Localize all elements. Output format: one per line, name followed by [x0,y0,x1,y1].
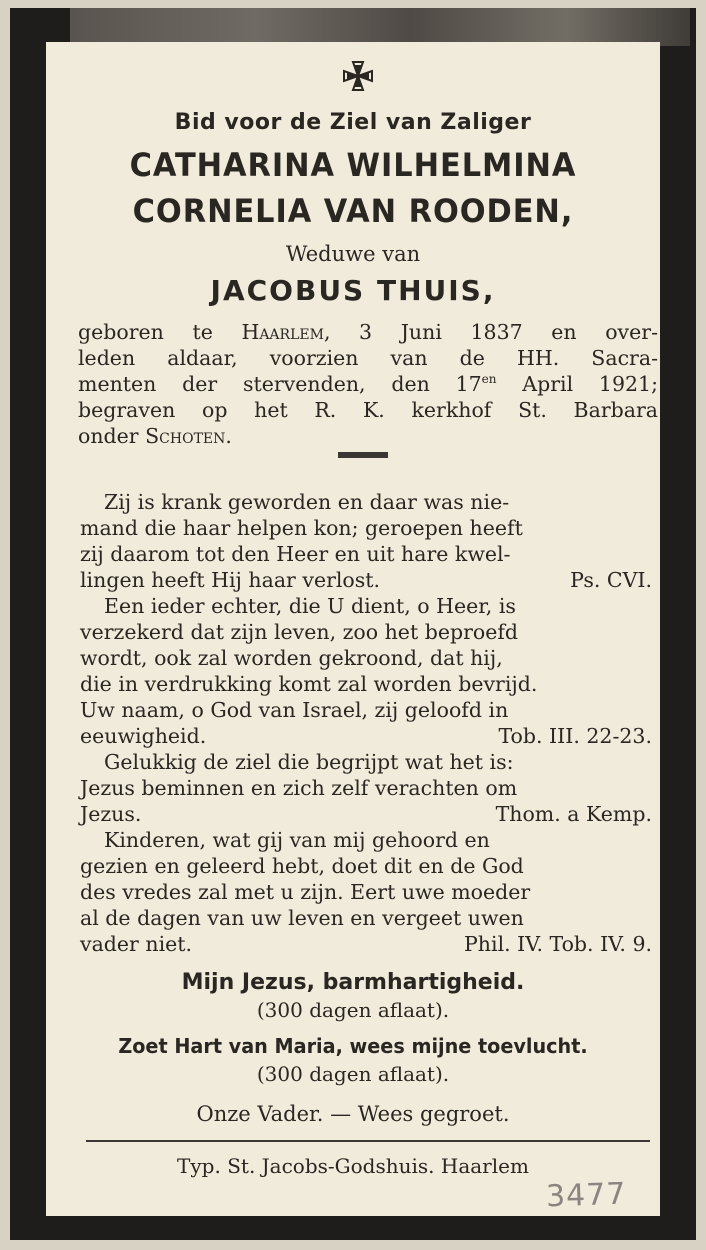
verse-line [80,854,652,878]
verse-reference: Tob. III. 22-23. [498,724,652,748]
verse-line [80,750,676,774]
verse-line [80,542,652,566]
husband-name: JACOBUS THUIS, [210,274,496,307]
bid-voor-heading: Bid voor de Ziel van Zaliger [174,110,532,135]
verse-text: Gelukkig de ziel die begrijpt wat het is: [104,750,514,774]
verse-line [80,776,652,800]
verse-line [80,698,652,722]
verse-text: eeuwigheid. [80,724,207,748]
memorial-card [10,8,696,1240]
bio-line-5: onder Schoten. [78,424,232,448]
deceased-name-line-2: CORNELIA VAN ROODEN, [132,192,574,230]
footer-rule [86,1140,650,1142]
verse-line [80,490,676,514]
verse-text: Jezus beminnen en zich zelf verachten om [80,776,518,800]
card-paper [46,42,660,1216]
verse-line [80,802,652,826]
birthplace: Haarlem [241,320,324,344]
cross-icon [342,60,374,92]
verse-line [80,620,652,644]
verse-line [80,594,676,618]
indulgence-note-2: (300 dagen aflaat). [256,1062,450,1086]
verse-line [80,724,652,748]
verse-line [80,880,652,904]
verse-text: gezien en geleerd hebt, doet dit en de God [80,854,524,878]
verse-reference: Thom. a Kemp. [495,802,652,826]
verse-text: lingen heeft Hij haar verlost. [80,568,381,592]
onze-vader-line: Onze Vader. — Wees gegroet. [196,1102,510,1126]
verse-text: al de dagen van uw leven en vergeet uwen [80,906,524,930]
verse-text: des vredes zal met u zijn. Eert uwe moeder [80,880,531,904]
verse-text: vader niet. [80,932,193,956]
burial-place: Schoten [145,424,226,448]
verse-text: zij daarom tot den Heer en uit hare kwel- [80,542,511,566]
verse-reference: Phil. IV. Tob. IV. 9. [464,932,652,956]
section-divider [338,452,388,458]
prayer-maria: Zoet Hart van Maria, wees mijne toevlucht. [118,1034,588,1058]
verse-line [80,932,652,956]
handwritten-number: 3477 [545,1176,627,1215]
verse-text: Een ieder echter, die U dient, o Heer, is [104,594,516,618]
verse-text: wordt, ook zal worden gekroond, dat hij, [80,646,503,670]
bio-line-4: begraven op het R. K. kerkhof St. Barbara [78,398,658,422]
paper-stain [70,8,690,46]
verse-reference: Ps. CVI. [570,568,652,592]
verse-line [80,516,652,540]
verse-line [80,646,652,670]
verse-text: Zij is krank geworden en daar was nie- [104,490,510,514]
verse-line [80,672,652,696]
verse-line [80,828,676,852]
deceased-name-line-1: CATHARINA WILHELMINA [129,146,577,184]
bio-line-1: geboren te Haarlem, 3 Juni 1837 en over- [78,320,658,344]
verse-line [80,906,652,930]
bio-line-3: menten der stervenden, den $17^{en}$ April 1921; [78,372,659,396]
verse-text: Jezus. [80,802,142,826]
verse-text: Kinderen, wat gij van mij gehoord en [104,828,490,852]
indulgence-note-1: (300 dagen aflaat). [256,998,450,1022]
verse-text: mand die haar helpen kon; geroepen heeft [80,516,523,540]
verse-text: die in verdrukking komt zal worden bevrijd. [80,672,538,696]
bio-line-2: leden aldaar, voorzien van de HH. Sacra- [78,346,658,370]
verse-line [80,568,652,592]
verse-text: Uw naam, o God van Israel, zij geloofd in [80,698,509,722]
printer-credit: Typ. St. Jacobs-Godshuis. Haarlem [177,1154,529,1178]
verse-text: verzekerd dat zijn leven, zoo het beproefd [80,620,519,644]
weduwe-van-label: Weduwe van [285,242,421,266]
prayer-jezus: Mijn Jezus, barmhartigheid. [181,970,525,995]
